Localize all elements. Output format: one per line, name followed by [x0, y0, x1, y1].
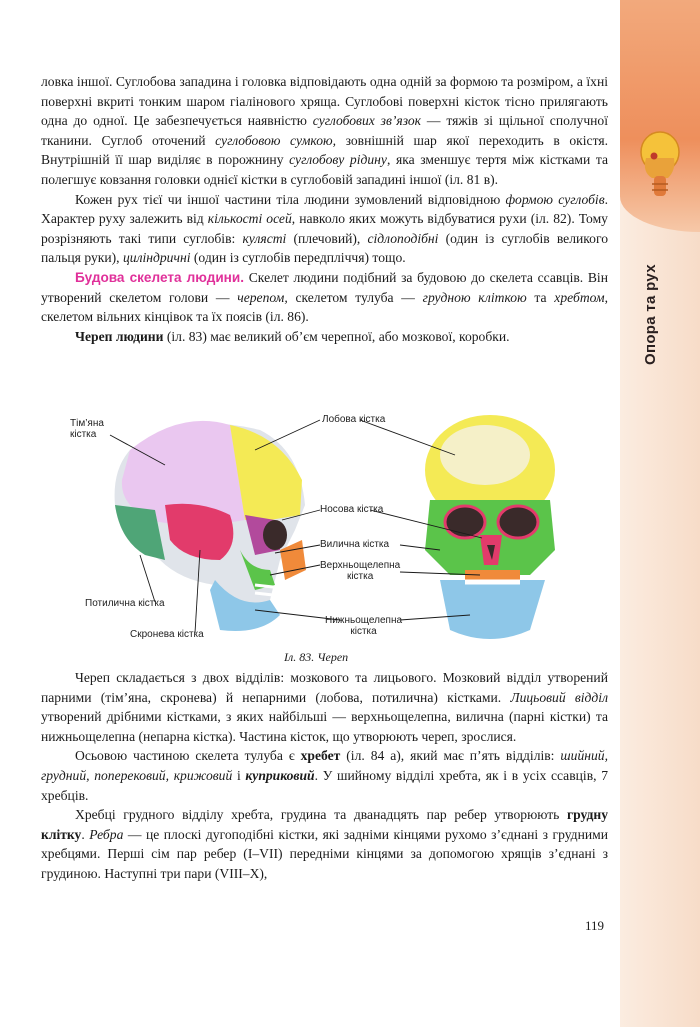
- text-block-bottom: [41, 668, 608, 884]
- label-nasal-bone: Носова кістка: [320, 504, 384, 515]
- skull-illustration: [70, 410, 590, 650]
- section-title: Опора та рух: [642, 264, 659, 366]
- skull-head-icon: [632, 128, 688, 198]
- label-parietal-bone: Тім’яна кістка: [70, 418, 104, 440]
- label-mandible-bone: Нижньощелепна кістка: [325, 615, 403, 637]
- paragraph: Череп складається з двох відділів: мозкового та лицьового. Мозковий відділ утворений парними (тім’яна, скронева) й непарними (лобова, потилична) кістками. Лицьовий відділ утворений дрібними кістками, з яких найбільші — верхньощелепна, вилична (парні кістки) та нижньощелепна (непарна кістка). Частина кісток, що утворюють череп, зрослися.: [41, 670, 608, 744]
- text-block-top: [41, 72, 608, 346]
- paragraph: Череп людини (іл. 83) має великий об’єм черепної, або мозкової, коробки.: [75, 328, 510, 344]
- page-number: 119: [585, 918, 605, 933]
- paragraph: Хребці грудного відділу хребта, грудина та дванадцять пар ребер утворюють грудну клітку. Ребра — це плоскі дугоподібні кістки, які задніми кінцями рухомо з’єднані з грудними хребцями. Перші сім пар ребер (I–VII) передніми кінцями за допомогою хрящів з’єднані з грудиною. Наступні три пари (VIII–X),: [41, 807, 608, 881]
- skull-figure: [70, 410, 590, 670]
- label-frontal-bone: Лобова кістка: [322, 414, 386, 425]
- paragraph: Осьовою частиною скелета тулуба є хребет (іл. 84 а), який має п’ять відділів: шийний, грудний, поперековий, крижовий і куприковий. У шийному відділі хребта, як і в усіх ссавців, 7 хребців.: [41, 748, 608, 803]
- section-heading: Будова скелета людини.: [75, 269, 245, 285]
- paragraph: Будова скелета людини. Скелет людини подібний за будовою до скелета ссавців. Він утворений скелетом голови — черепом, скелетом тулуба — грудною кліткою та хребтом, скелетом вільних кінцівок та їх поясів (іл. 86).: [41, 269, 608, 325]
- chapter-sidebar: [620, 0, 700, 1027]
- label-temporal-bone: Скронева кістка: [130, 629, 204, 640]
- label-zygomatic-bone: Вилична кістка: [320, 539, 390, 550]
- skull-front-view: [425, 415, 555, 639]
- label-occipital-bone: Потилична кістка: [85, 598, 165, 609]
- paragraph: ловка іншої. Суглобова западина і головка відповідають одна одній за формою та розміром, а їхні поверхні вкриті тонким шаром гіалінового хряща. Суглобові поверхні кісток тісно прилягають одна до одної. Це забезпечується наявністю суглобових зв’язок — тяжів зі щільної сполучної тканини. Суглоб оточений суглобовою сумкою, зовнішній шар якої переходить в окістя. Внутрішній її шар виділяє в порожнину суглобову рідину, яка зменшує тертя між кістками та полегшує ковзання головки однієї кістки в суглобовій западині іншої (іл. 81 в).: [41, 74, 609, 187]
- label-maxilla-bone: Верхньощелепна кістка: [320, 560, 401, 582]
- figure-caption: Іл. 83. Череп: [284, 650, 349, 664]
- paragraph: Кожен рух тієї чи іншої частини тіла людини зумовлений відповідною формою суглобів. Характер руху залежить від кількості осей, навколо яких можуть відбуватися рухи (іл. 82). Тому розрізняють такі типи суглобів: кулясті (плечовий), сідлоподібні (один із суглобів великого пальця руки), циліндричні (один із суглобів передпліччя) тощо.: [41, 191, 609, 266]
